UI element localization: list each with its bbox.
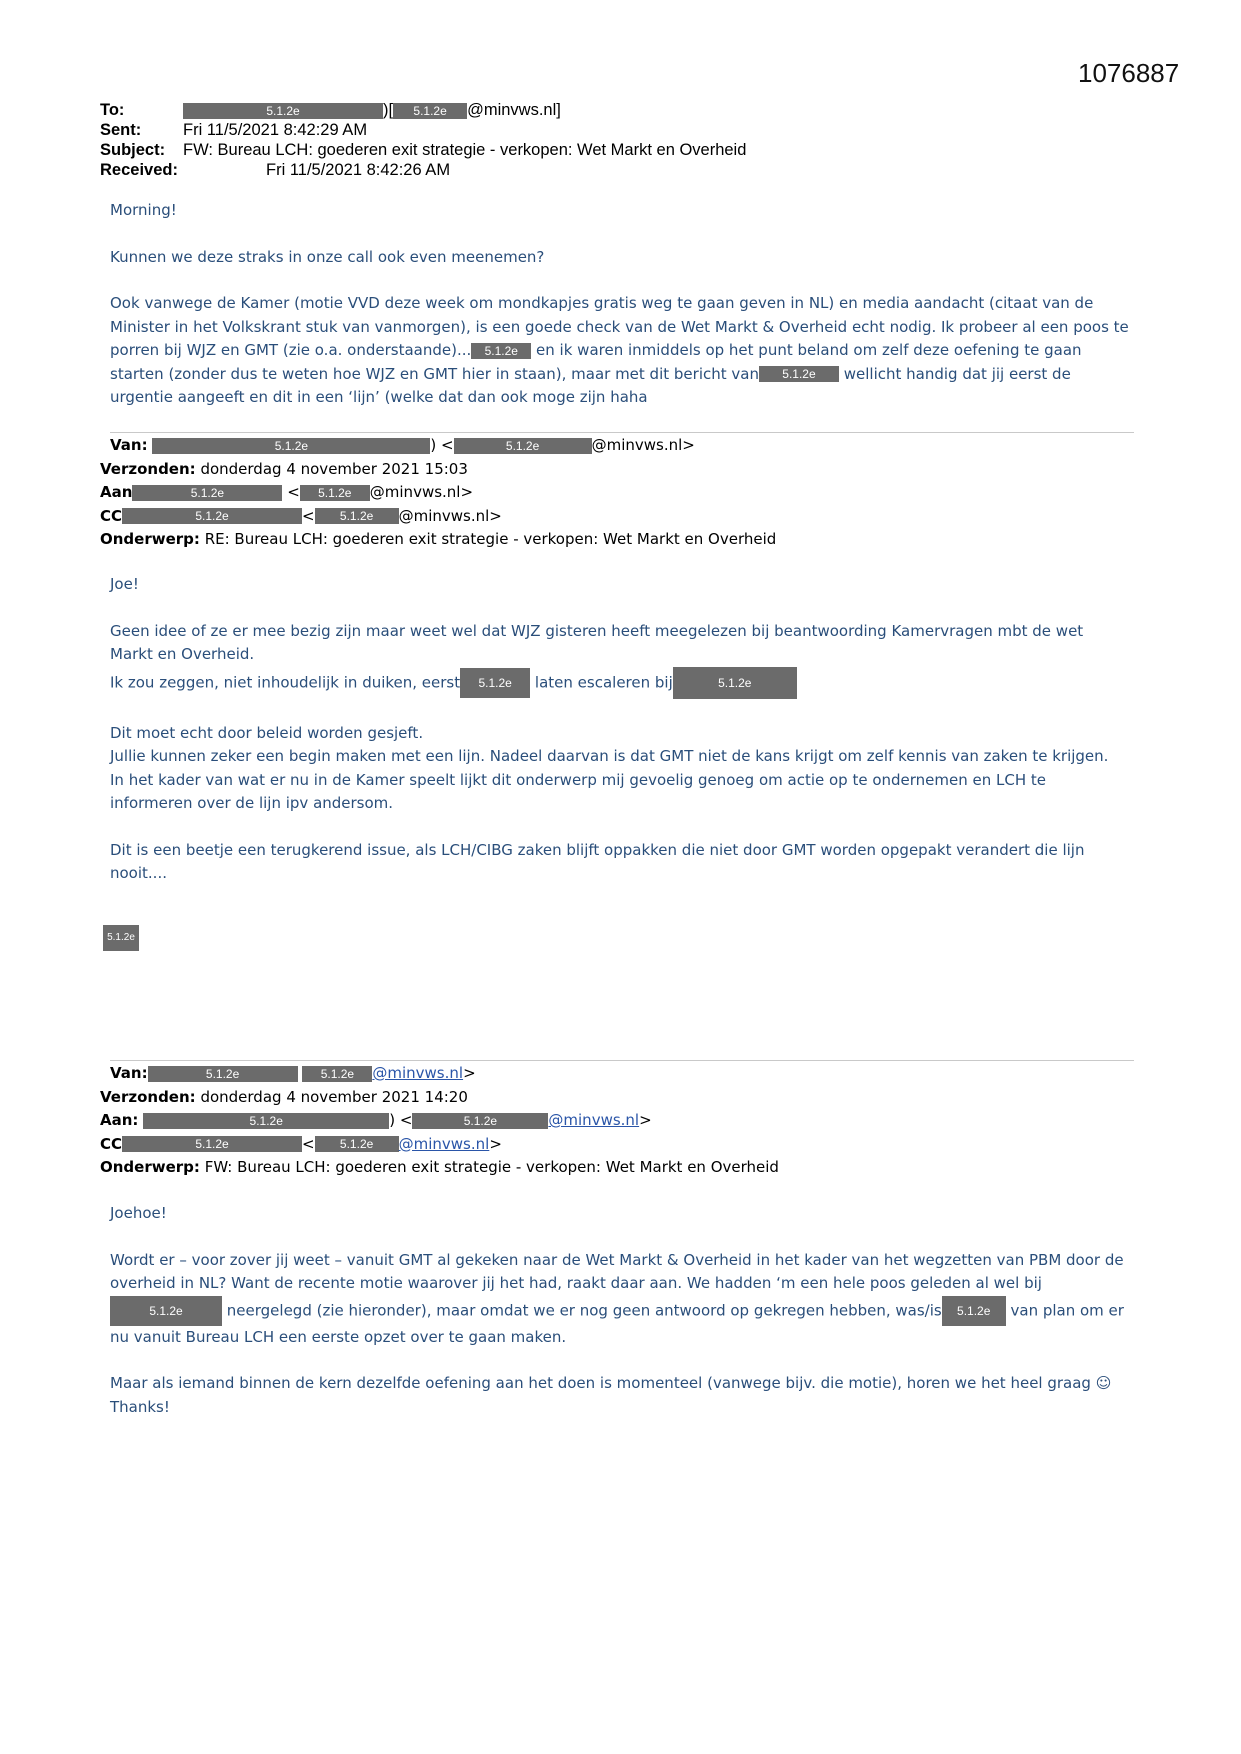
redaction: 5.1.2e — [143, 1113, 389, 1129]
paragraph: Kunnen we deze straks in onze call ook even meenemen? — [110, 247, 545, 266]
message-1-body — [110, 199, 1130, 410]
message-2-header: Van: 5.1.2e ) < 5.1.2e @minvws.nl> Verzonden: donderdag 4 november 2021 15:03 Aan 5.1.2e < 5.1.2e @minvws.nl> CC 5.1.2e < 5.1.2e @minvws.nl> Onderwerp: RE: Bureau LCH: goederen exit strategie - verkopen: Wet Markt en Overheid — [100, 436, 777, 548]
document-number: 1076887 — [1078, 58, 1180, 88]
redaction: 5.1.2e — [393, 103, 467, 119]
redaction: 5.1.2e — [103, 925, 139, 951]
redaction: 5.1.2e — [412, 1113, 548, 1129]
message-2-body — [110, 573, 1130, 886]
redaction: 5.1.2e — [942, 1296, 1006, 1326]
sent-value: Fri 11/5/2021 8:42:29 AM — [183, 121, 368, 139]
received-value: Fri 11/5/2021 8:42:26 AM — [266, 161, 451, 179]
divider — [110, 1060, 1134, 1061]
redaction: 5.1.2e — [300, 485, 370, 501]
redaction: 5.1.2e — [302, 1066, 372, 1082]
email-link[interactable]: @minvws.nl — [372, 1064, 464, 1082]
subject-value: FW: Bureau LCH: goederen exit strategie - verkopen: Wet Markt en Overheid — [183, 141, 747, 159]
redaction: 5.1.2e — [315, 1136, 399, 1152]
subject-label: Subject: — [100, 141, 166, 159]
to-domain: @minvws.nl] — [467, 101, 561, 119]
redaction: 5.1.2e — [110, 1296, 222, 1326]
redaction: 5.1.2e — [460, 668, 530, 698]
message-3-body — [110, 1202, 1130, 1419]
email-link[interactable]: @minvws.nl — [398, 1134, 490, 1153]
redaction: 5.1.2e — [122, 1136, 302, 1152]
redaction: 5.1.2e — [673, 667, 797, 699]
redaction: 5.1.2e — [759, 366, 839, 382]
redaction: 5.1.2e — [132, 485, 282, 501]
paragraph: Ik zou zeggen, niet inhoudelijk in duiken, eerst 5.1.2e laten escaleren bij 5.1.2e — [110, 667, 1130, 699]
redaction: 5.1.2e — [122, 508, 302, 524]
received-label: Received: — [100, 161, 178, 179]
greeting: Morning! — [110, 201, 177, 219]
redaction: 5.1.2e — [152, 438, 430, 454]
redaction: 5.1.2e — [148, 1066, 298, 1082]
paragraph: Wordt er – voor zover jij weet – vanuit GMT al gekeken naar de Wet Markt & Overheid in het kader van het wegzetten van PBM door de overheid in NL? Want de recente motie waarover jij het had, raakt daar aan. We hadden ‘m een hele poos geleden al wel bij5.1.2e neergelegd (zie hieronder), maar omdat we er nog geen antwoord op gekregen hebben, was/is 5.1.2e van plan om er nu vanuit Bureau LCH een eerste opzet over te gaan maken. — [110, 1250, 1124, 1346]
paragraph: Ook vanwege de Kamer (motie VVD deze week om mondkapjes gratis weg te gaan geven in NL) en media aandacht (citaat van de Minister in het Volkskrant stuk van vanmorgen), is een goede check van de Wet Markt & Overheid echt nodig. Ik probeer al een poos te porren bij WJZ en GMT (zie o.a. onderstaande)... 5.1.2e en ik waren inmiddels op het punt beland om zelf deze oefening te gaan starten (zonder dus te weten hoe WJZ en GMT hier in staan), maar met dit bericht van 5.1.2e wellicht handig dat jij eerst de urgentie aangeeft en dit in een ‘lijn’ (welke dat dan ook moge zijn haha — [110, 294, 1129, 406]
paragraph: Dit is een beetje een terugkerend issue, als LCH/CIBG zaken blijft oppakken die niet door GMT worden opgepakt verandert die lijn nooit.... — [110, 840, 1085, 882]
email-link[interactable]: @minvws.nl — [548, 1111, 640, 1129]
divider — [110, 432, 1134, 433]
paragraph: Jullie kunnen zeker een begin maken met een lijn. Nadeel daarvan is dat GMT niet de kans krijgt om zelf kennis van zaken te krijgen. — [110, 747, 1109, 765]
redaction: 5.1.2e — [471, 343, 531, 359]
paragraph: Maar als iemand binnen de kern dezelfde oefening aan het doen is momenteel (vanwege bijv. die motie), horen we het heel graag ☺ Thanks! — [110, 1374, 1112, 1416]
greeting: Joehoe! — [110, 1204, 167, 1222]
redaction: 5.1.2e — [454, 438, 592, 454]
paragraph: Geen idee of ze er mee bezig zijn maar weet wel dat WJZ gisteren heeft meegelezen bij beantwoording Kamervragen mbt de wet Markt en Overheid. — [110, 621, 1084, 663]
paragraph: Dit moet echt door beleid worden gesjeft. — [110, 723, 424, 742]
signature-redaction — [103, 925, 139, 951]
sent-label: Sent: — [100, 121, 142, 139]
redaction: 5.1.2e — [183, 103, 383, 119]
to-label: To: — [100, 101, 125, 119]
message-3-header: Van: 5.1.2e 5.1.2e @minvws.nl> Verzonden: donderdag 4 november 2021 14:20 Aan: 5.1.2e ) < 5.1.2e @minvws.nl> CC 5.1.2e < 5.1.2e @minvws.nl> Onderwerp: FW: Bureau LCH: goederen exit strategie - verkopen: Wet Markt en Overheid — [100, 1064, 779, 1176]
greeting: Joe! — [110, 575, 139, 593]
redaction: 5.1.2e — [315, 508, 399, 524]
paragraph: In het kader van wat er nu in de Kamer speelt lijkt dit onderwerp mij gevoelig genoeg om actie op te ondernemen en LCH te informeren over de lijn ipv andersom. — [110, 770, 1047, 812]
